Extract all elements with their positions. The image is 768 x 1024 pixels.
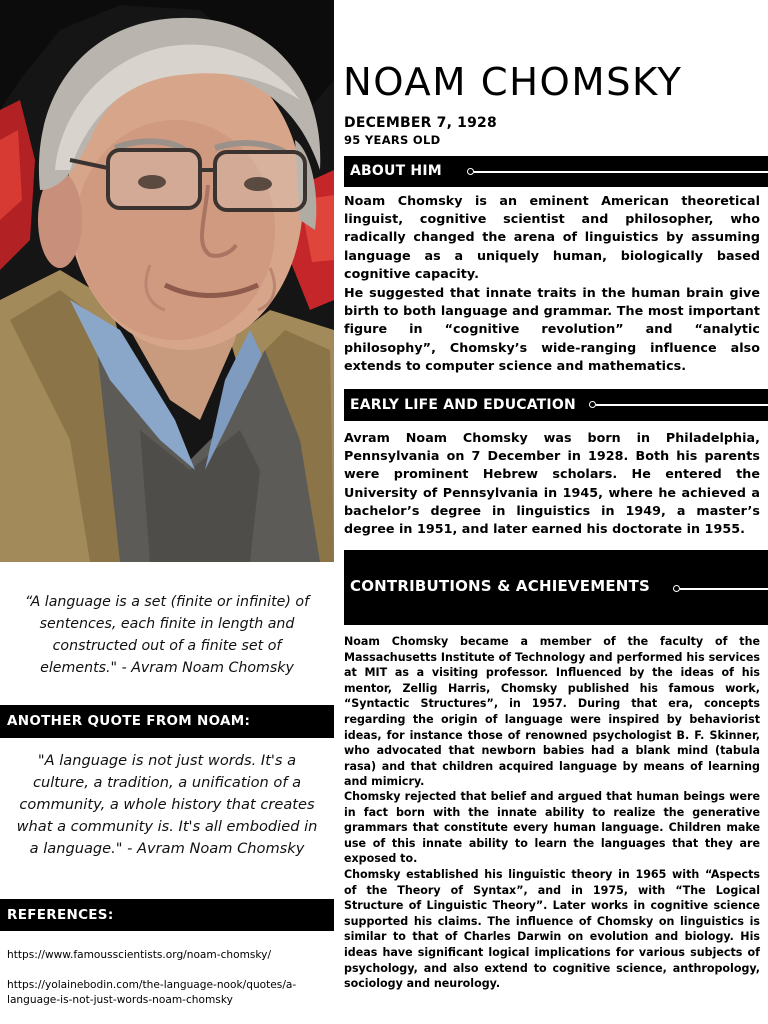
about-paragraph: He suggested that innate traits in the human brain give birth to both language and grammar. The most important figure in “cognitive revolution” and “analytic philosophy”, Chomsky’s wide-ranging influence also extends to computer science and mathematics. (344, 285, 760, 373)
contributions-section-header (344, 550, 768, 625)
references-heading: REFERENCES: (0, 899, 334, 931)
about-section-header (344, 156, 768, 187)
early-life-paragraph: Avram Noam Chomsky was born in Philadelphia, Pennsylvania on 7 December in 1928. Both his parents were prominent Hebrew scholars. He entered the University of Pennsylvania in 1945, where he achieved a bachelor’s degree in linguistics in 1949, a master’s degree in 1951, and later earned his doctorate in 1955. (344, 430, 760, 537)
contributions-paragraph: Chomsky established his linguistic theory in 1965 with “Aspects of the Theory of Syntax”, and in 1975, with “The Logical Structure of Linguistic Theory”. Later works in cognitive science supported his claims. The influence of Chomsky on linguistics is similar to that of Charles Darwin on evolution and biology. His ideas have significant logical implications for various subjects of psychology, and also extend to cognitive science, anthropology, sociology and neurology. (344, 868, 760, 991)
about-paragraph: Noam Chomsky is an eminent American theoretical linguist, cognitive scientist and philosopher, who radically changed the arena of linguistics by assuming language as a uniquely human, biologically based cognitive capacity. (344, 193, 760, 281)
circle-icon (589, 401, 596, 408)
portrait-photo (0, 0, 334, 562)
birth-date: DECEMBER 7, 1928 (344, 115, 497, 131)
contributions-heading: CONTRIBUTIONS & ACHIEVEMENTS (350, 577, 650, 595)
divider-line (680, 588, 768, 590)
page-title: NOAM CHOMSKY (343, 60, 683, 105)
contributions-paragraph: Noam Chomsky became a member of the faculty of the Massachusetts Institute of Technology and performed his services at MIT as a visiting professor. Influenced by the ideas of his mentor, Zellig Harris, Chomsky published his famous work, “Syntactic Structures”, in 1957. During that era, concepts regarding the origin of language were inspired by behaviorist ideas, for instance those of renowned psychologist B. F. Skinner, who advocated that newborn babies had a blank mind (tabula rasa) and that children acquired language by means of learning and mimicry. (344, 635, 760, 789)
second-quote: "A language is not just words. It's a culture, a tradition, a unification of a community, a whole history that creates what a community is. It's all embodied in a language." - Avram Noam Chomsky (16, 752, 318, 857)
about-heading: ABOUT HIM (350, 163, 442, 179)
contributions-paragraph: Chomsky rejected that belief and argued that human beings were in fact born with the innate ability to realize the generative grammars that constitute every human language. Children make use of this innate ability to learn the languages that they are exposed to. (344, 790, 760, 866)
early-life-heading: EARLY LIFE AND EDUCATION (350, 397, 576, 413)
circle-icon (467, 168, 474, 175)
featured-quote: “A language is a set (finite or infinite) of sentences, each finite in length and constructed out of a finite set of elements." - Avram Noam Chomsky (24, 594, 310, 676)
reference-link[interactable]: https://yolainebodin.com/the-language-nook/quotes/a-language-is-not-just-words-noam-chomsky (7, 979, 297, 1006)
age-label: 95 YEARS OLD (344, 133, 441, 147)
another-quote-heading: ANOTHER QUOTE FROM NOAM: (0, 705, 334, 738)
portrait-illustration (0, 0, 334, 562)
early-life-section-header (344, 389, 768, 421)
circle-icon (673, 585, 680, 592)
divider-line (474, 171, 768, 173)
reference-link[interactable]: https://www.famousscientists.org/noam-chomsky/ (7, 949, 272, 961)
divider-line (596, 404, 768, 406)
